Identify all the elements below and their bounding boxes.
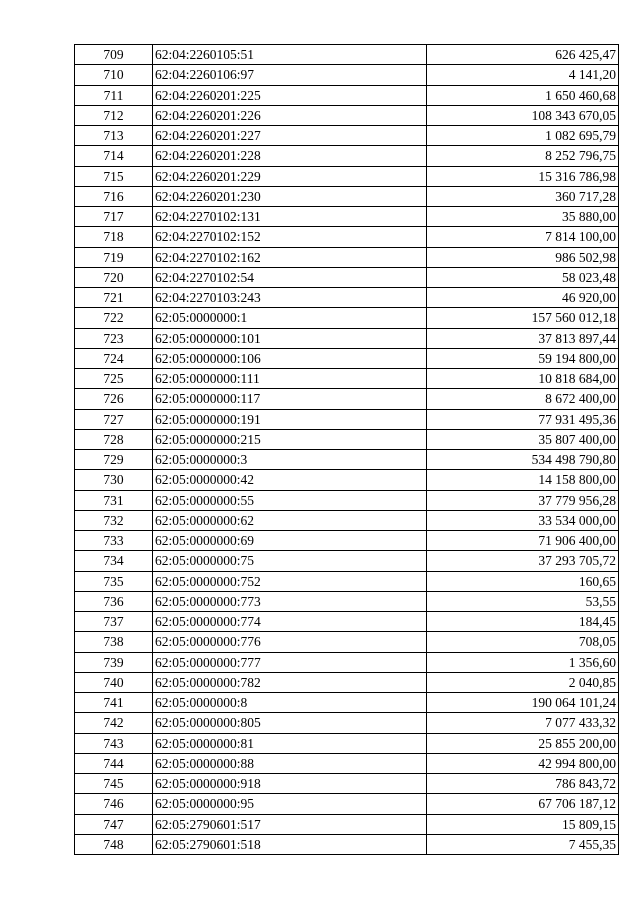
table-row — [75, 571, 619, 591]
table-row — [75, 733, 619, 753]
cadastral-number-cell: 62:05:0000000:62 — [153, 510, 427, 530]
cadastral-number-cell: 62:05:0000000:117 — [153, 389, 427, 409]
table-row — [75, 308, 619, 328]
table-row — [75, 348, 619, 368]
table-row — [75, 65, 619, 85]
row-number-cell: 714 — [75, 146, 153, 166]
row-number-cell: 732 — [75, 510, 153, 530]
cadastral-number-cell: 62:05:0000000:191 — [153, 409, 427, 429]
cadastral-number-cell: 62:05:0000000:69 — [153, 531, 427, 551]
table-row — [75, 429, 619, 449]
cadastral-value-cell: 42 994 800,00 — [427, 753, 619, 773]
row-number-cell: 725 — [75, 369, 153, 389]
cadastral-value-cell: 160,65 — [427, 571, 619, 591]
cadastral-number-cell: 62:05:0000000:918 — [153, 774, 427, 794]
cadastral-value-cell: 4 141,20 — [427, 65, 619, 85]
row-number-cell: 726 — [75, 389, 153, 409]
table-row — [75, 186, 619, 206]
row-number-cell: 733 — [75, 531, 153, 551]
table-row — [75, 85, 619, 105]
cadastral-value-cell: 15 809,15 — [427, 814, 619, 834]
cadastral-number-cell: 62:05:0000000:782 — [153, 672, 427, 692]
cadastral-value-cell: 14 158 800,00 — [427, 470, 619, 490]
row-number-cell: 721 — [75, 288, 153, 308]
cadastral-number-cell: 62:04:2270102:131 — [153, 207, 427, 227]
cadastral-value-cell: 35 880,00 — [427, 207, 619, 227]
table-row — [75, 774, 619, 794]
table-row — [75, 247, 619, 267]
cadastral-number-cell: 62:05:0000000:752 — [153, 571, 427, 591]
row-number-cell: 729 — [75, 450, 153, 470]
cadastral-value-cell: 53,55 — [427, 591, 619, 611]
cadastral-number-cell: 62:04:2270102:162 — [153, 247, 427, 267]
row-number-cell: 739 — [75, 652, 153, 672]
table-row — [75, 510, 619, 530]
cadastral-number-cell: 62:04:2260201:230 — [153, 186, 427, 206]
cadastral-number-cell: 62:04:2270103:243 — [153, 288, 427, 308]
table-row — [75, 632, 619, 652]
cadastral-number-cell: 62:05:0000000:773 — [153, 591, 427, 611]
row-number-cell: 736 — [75, 591, 153, 611]
row-number-cell: 724 — [75, 348, 153, 368]
table-row — [75, 369, 619, 389]
cadastral-number-cell: 62:05:0000000:805 — [153, 713, 427, 733]
table-row — [75, 389, 619, 409]
table-row — [75, 328, 619, 348]
row-number-cell: 722 — [75, 308, 153, 328]
cadastral-number-cell: 62:05:0000000:106 — [153, 348, 427, 368]
row-number-cell: 709 — [75, 45, 153, 65]
cadastral-value-cell: 108 343 670,05 — [427, 105, 619, 125]
row-number-cell: 730 — [75, 470, 153, 490]
cadastral-number-cell: 62:05:0000000:3 — [153, 450, 427, 470]
cadastral-value-cell: 2 040,85 — [427, 672, 619, 692]
cadastral-value-cell: 786 843,72 — [427, 774, 619, 794]
cadastral-number-cell: 62:05:0000000:55 — [153, 490, 427, 510]
table-row — [75, 146, 619, 166]
cadastral-number-cell: 62:05:0000000:1 — [153, 308, 427, 328]
table-row — [75, 834, 619, 854]
table-row — [75, 288, 619, 308]
cadastral-value-cell: 33 534 000,00 — [427, 510, 619, 530]
cadastral-number-cell: 62:04:2260106:97 — [153, 65, 427, 85]
table-row — [75, 105, 619, 125]
cadastral-number-cell: 62:05:0000000:111 — [153, 369, 427, 389]
table-row — [75, 612, 619, 632]
table-row — [75, 591, 619, 611]
cadastral-number-cell: 62:05:0000000:215 — [153, 429, 427, 449]
row-number-cell: 738 — [75, 632, 153, 652]
cadastral-value-cell: 67 706 187,12 — [427, 794, 619, 814]
table-row — [75, 227, 619, 247]
cadastral-number-cell: 62:05:0000000:42 — [153, 470, 427, 490]
cadastral-value-cell: 7 455,35 — [427, 834, 619, 854]
cadastral-number-cell: 62:05:0000000:774 — [153, 612, 427, 632]
cadastral-value-cell: 10 818 684,00 — [427, 369, 619, 389]
cadastral-number-cell: 62:05:2790601:517 — [153, 814, 427, 834]
row-number-cell: 728 — [75, 429, 153, 449]
cadastral-value-cell: 1 650 460,68 — [427, 85, 619, 105]
cadastral-number-cell: 62:04:2260201:226 — [153, 105, 427, 125]
table-row — [75, 207, 619, 227]
table-row — [75, 713, 619, 733]
cadastral-number-cell: 62:05:0000000:776 — [153, 632, 427, 652]
table-row — [75, 652, 619, 672]
cadastral-value-cell: 190 064 101,24 — [427, 693, 619, 713]
table-row — [75, 267, 619, 287]
table-row — [75, 409, 619, 429]
table-row — [75, 693, 619, 713]
table-row — [75, 672, 619, 692]
cadastral-number-cell: 62:04:2260201:229 — [153, 166, 427, 186]
cadastral-number-cell: 62:04:2260105:51 — [153, 45, 427, 65]
row-number-cell: 723 — [75, 328, 153, 348]
cadastral-number-cell: 62:04:2260201:228 — [153, 146, 427, 166]
table-row — [75, 753, 619, 773]
cadastral-value-cell: 25 855 200,00 — [427, 733, 619, 753]
cadastral-value-cell: 157 560 012,18 — [427, 308, 619, 328]
row-number-cell: 716 — [75, 186, 153, 206]
row-number-cell: 719 — [75, 247, 153, 267]
cadastral-value-cell: 8 252 796,75 — [427, 146, 619, 166]
row-number-cell: 715 — [75, 166, 153, 186]
cadastral-value-cell: 35 807 400,00 — [427, 429, 619, 449]
cadastral-value-cell: 37 779 956,28 — [427, 490, 619, 510]
table-row — [75, 814, 619, 834]
table-row — [75, 45, 619, 65]
cadastral-value-cell: 1 082 695,79 — [427, 126, 619, 146]
table-row — [75, 166, 619, 186]
row-number-cell: 741 — [75, 693, 153, 713]
cadastral-number-cell: 62:05:0000000:81 — [153, 733, 427, 753]
row-number-cell: 727 — [75, 409, 153, 429]
row-number-cell: 710 — [75, 65, 153, 85]
cadastral-value-cell: 986 502,98 — [427, 247, 619, 267]
cadastral-value-cell: 360 717,28 — [427, 186, 619, 206]
cadastral-value-cell: 7 814 100,00 — [427, 227, 619, 247]
cadastral-number-cell: 62:05:2790601:518 — [153, 834, 427, 854]
row-number-cell: 713 — [75, 126, 153, 146]
cadastral-value-cell: 184,45 — [427, 612, 619, 632]
row-number-cell: 740 — [75, 672, 153, 692]
table-row — [75, 450, 619, 470]
cadastral-number-cell: 62:05:0000000:88 — [153, 753, 427, 773]
cadastral-value-cell: 8 672 400,00 — [427, 389, 619, 409]
row-number-cell: 734 — [75, 551, 153, 571]
cadastral-value-cell: 46 920,00 — [427, 288, 619, 308]
row-number-cell: 717 — [75, 207, 153, 227]
cadastral-number-cell: 62:05:0000000:75 — [153, 551, 427, 571]
cadastral-value-cell: 71 906 400,00 — [427, 531, 619, 551]
row-number-cell: 712 — [75, 105, 153, 125]
cadastral-number-cell: 62:04:2260201:227 — [153, 126, 427, 146]
cadastral-number-cell: 62:04:2260201:225 — [153, 85, 427, 105]
table-row — [75, 551, 619, 571]
cadastral-value-cell: 37 813 897,44 — [427, 328, 619, 348]
row-number-cell: 711 — [75, 85, 153, 105]
table-row — [75, 470, 619, 490]
table-row — [75, 794, 619, 814]
row-number-cell: 748 — [75, 834, 153, 854]
cadastral-number-cell: 62:04:2270102:54 — [153, 267, 427, 287]
cadastral-value-cell: 626 425,47 — [427, 45, 619, 65]
cadastral-number-cell: 62:05:0000000:95 — [153, 794, 427, 814]
cadastral-value-cell: 708,05 — [427, 632, 619, 652]
row-number-cell: 744 — [75, 753, 153, 773]
table-row — [75, 531, 619, 551]
row-number-cell: 742 — [75, 713, 153, 733]
table-body — [75, 45, 619, 855]
cadastral-number-cell: 62:04:2270102:152 — [153, 227, 427, 247]
cadastral-value-cell: 59 194 800,00 — [427, 348, 619, 368]
row-number-cell: 745 — [75, 774, 153, 794]
table-row — [75, 490, 619, 510]
cadastral-value-cell: 58 023,48 — [427, 267, 619, 287]
cadastral-value-cell: 534 498 790,80 — [427, 450, 619, 470]
cadastral-value-cell: 15 316 786,98 — [427, 166, 619, 186]
row-number-cell: 718 — [75, 227, 153, 247]
row-number-cell: 746 — [75, 794, 153, 814]
row-number-cell: 731 — [75, 490, 153, 510]
table-row — [75, 126, 619, 146]
cadastral-value-table — [74, 44, 619, 855]
cadastral-number-cell: 62:05:0000000:8 — [153, 693, 427, 713]
row-number-cell: 735 — [75, 571, 153, 591]
row-number-cell: 747 — [75, 814, 153, 834]
row-number-cell: 743 — [75, 733, 153, 753]
cadastral-number-cell: 62:05:0000000:101 — [153, 328, 427, 348]
cadastral-value-cell: 77 931 495,36 — [427, 409, 619, 429]
cadastral-value-cell: 7 077 433,32 — [427, 713, 619, 733]
cadastral-number-cell: 62:05:0000000:777 — [153, 652, 427, 672]
cadastral-value-cell: 1 356,60 — [427, 652, 619, 672]
row-number-cell: 737 — [75, 612, 153, 632]
row-number-cell: 720 — [75, 267, 153, 287]
cadastral-value-cell: 37 293 705,72 — [427, 551, 619, 571]
